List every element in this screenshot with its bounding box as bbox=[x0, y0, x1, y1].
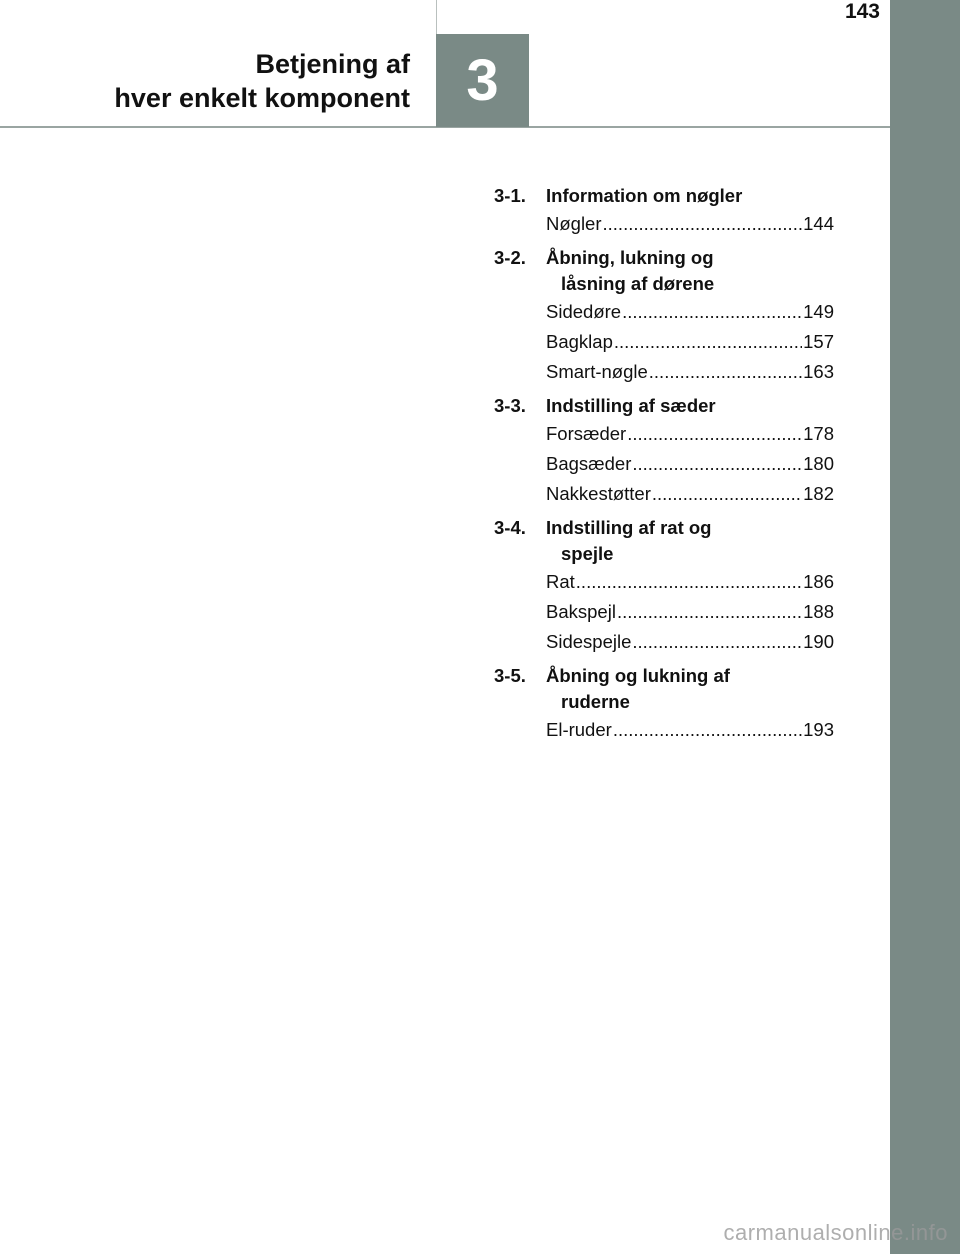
chapter-side-tab bbox=[890, 0, 960, 1254]
header-divider bbox=[436, 0, 437, 34]
entry-page: 186 bbox=[803, 571, 834, 592]
toc-entry[interactable] bbox=[494, 597, 834, 627]
toc-section-3-2 bbox=[494, 245, 834, 387]
entry-label: Nakkestøtter bbox=[546, 483, 651, 504]
leader-dots bbox=[614, 327, 802, 357]
table-of-contents bbox=[494, 183, 834, 745]
entry-label: Forsæder bbox=[546, 423, 627, 444]
entry-label: Sidedøre bbox=[546, 301, 622, 322]
entry-label: Bagsæder bbox=[546, 453, 632, 474]
section-title bbox=[546, 183, 834, 209]
toc-entry[interactable] bbox=[494, 567, 834, 597]
section-title-line: Åbning, lukning og bbox=[546, 247, 714, 268]
toc-section-3-4 bbox=[494, 515, 834, 657]
chapter-number: 3 bbox=[466, 47, 499, 113]
section-title bbox=[546, 663, 834, 715]
entry-label: Sidespejle bbox=[546, 631, 632, 652]
chapter-title bbox=[114, 47, 410, 115]
section-number: 3-3. bbox=[494, 395, 526, 416]
section-heading[interactable] bbox=[494, 245, 834, 297]
entry-label: Smart-nøgle bbox=[546, 361, 648, 382]
leader-dots bbox=[622, 297, 802, 327]
leader-dots bbox=[613, 715, 802, 745]
entry-label: Bagklap bbox=[546, 331, 613, 352]
toc-entry[interactable] bbox=[494, 297, 834, 327]
entry-label: Bakspejl bbox=[546, 601, 616, 622]
toc-entry[interactable] bbox=[494, 715, 834, 745]
toc-entry[interactable] bbox=[494, 627, 834, 657]
section-title-line: Åbning og lukning af bbox=[546, 665, 730, 686]
leader-dots bbox=[627, 419, 802, 449]
section-title-line: Indstilling af rat og bbox=[546, 517, 712, 538]
section-heading[interactable] bbox=[494, 515, 834, 567]
toc-entry[interactable] bbox=[494, 209, 834, 239]
toc-section-3-3 bbox=[494, 393, 834, 509]
entry-page: 144 bbox=[803, 213, 834, 234]
entry-page: 178 bbox=[803, 423, 834, 444]
entry-page: 163 bbox=[803, 361, 834, 382]
leader-dots bbox=[632, 449, 802, 479]
chapter-title-line-2: hver enkelt komponent bbox=[114, 83, 410, 113]
entry-page: 190 bbox=[803, 631, 834, 652]
leader-dots bbox=[632, 627, 802, 657]
section-heading[interactable] bbox=[494, 183, 834, 209]
section-title bbox=[546, 245, 834, 297]
section-number: 3-1. bbox=[494, 185, 526, 206]
section-title bbox=[546, 515, 834, 567]
entry-page: 188 bbox=[803, 601, 834, 622]
watermark: carmanualsonline.info bbox=[723, 1220, 948, 1245]
entry-page: 182 bbox=[803, 483, 834, 504]
section-title bbox=[546, 393, 834, 419]
section-number: 3-4. bbox=[494, 517, 526, 538]
toc-section-3-5 bbox=[494, 663, 834, 745]
chapter-title-line-1: Betjening af bbox=[255, 49, 410, 79]
entry-page: 180 bbox=[803, 453, 834, 474]
section-number: 3-2. bbox=[494, 247, 526, 268]
toc-entry[interactable] bbox=[494, 327, 834, 357]
section-heading[interactable] bbox=[494, 393, 834, 419]
entry-page: 157 bbox=[803, 331, 834, 352]
entry-label: El-ruder bbox=[546, 719, 612, 740]
chapter-number-box bbox=[436, 34, 529, 127]
toc-entry[interactable] bbox=[494, 419, 834, 449]
leader-dots bbox=[617, 597, 802, 627]
section-title-line: ruderne bbox=[561, 691, 630, 712]
entry-label: Nøgler bbox=[546, 213, 602, 234]
section-number: 3-5. bbox=[494, 665, 526, 686]
entry-label: Rat bbox=[546, 571, 575, 592]
section-title-line: spejle bbox=[561, 543, 614, 564]
entry-page: 149 bbox=[803, 301, 834, 322]
page-number: 143 bbox=[844, 0, 880, 23]
leader-dots bbox=[652, 479, 802, 509]
toc-entry[interactable] bbox=[494, 357, 834, 387]
leader-dots bbox=[576, 567, 802, 597]
toc-entry[interactable] bbox=[494, 449, 834, 479]
section-title-line: Information om nøgler bbox=[546, 185, 743, 206]
leader-dots bbox=[649, 357, 802, 387]
leader-dots bbox=[603, 209, 803, 239]
section-title-line: låsning af dørene bbox=[561, 273, 715, 294]
toc-entry[interactable] bbox=[494, 479, 834, 509]
section-heading[interactable] bbox=[494, 663, 834, 715]
section-title-line: Indstilling af sæder bbox=[546, 395, 716, 416]
toc-section-3-1 bbox=[494, 183, 834, 239]
entry-page: 193 bbox=[803, 719, 834, 740]
